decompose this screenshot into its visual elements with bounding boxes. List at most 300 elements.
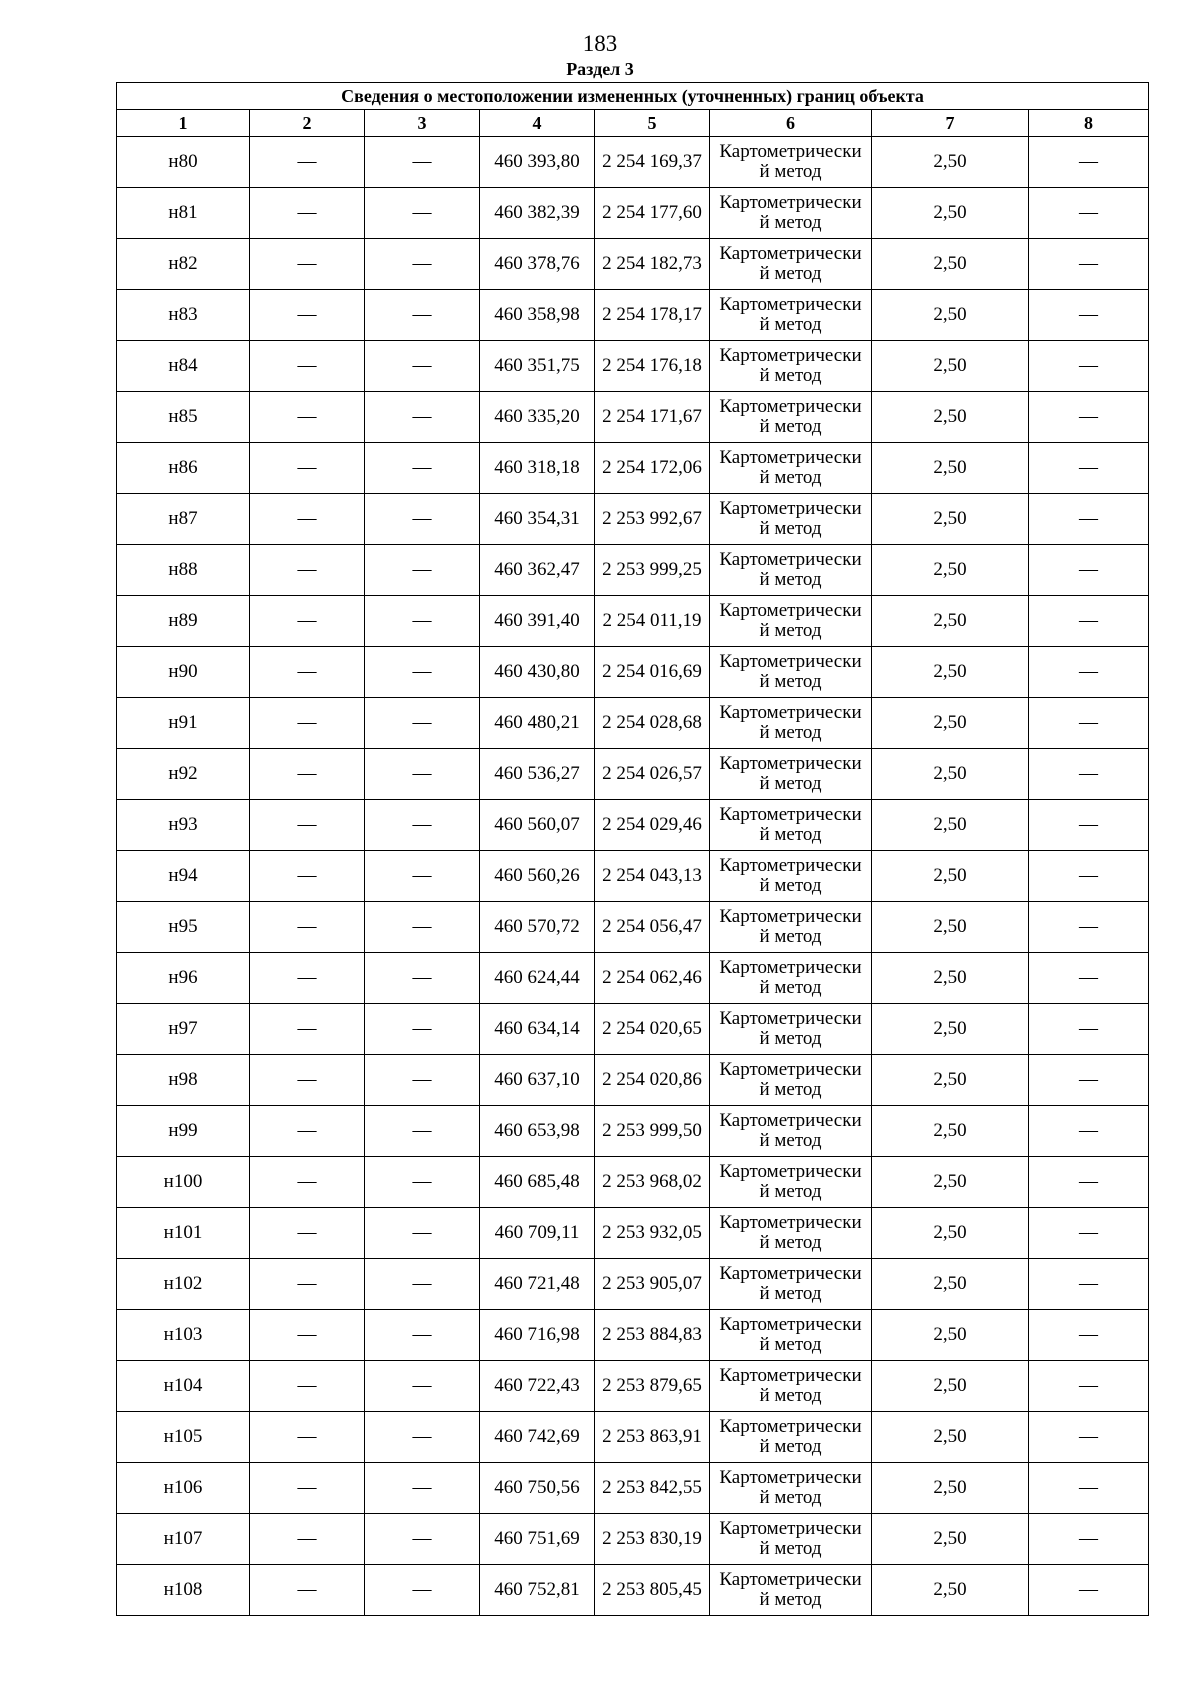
column-2-value: — (250, 290, 365, 341)
accuracy-value: 2,50 (872, 1055, 1029, 1106)
column-2-value: — (250, 1157, 365, 1208)
column-8-value: — (1029, 800, 1149, 851)
column-8-value: — (1029, 545, 1149, 596)
point-label: н94 (117, 851, 250, 902)
y-coordinate: 2 254 020,65 (595, 1004, 710, 1055)
point-label: н83 (117, 290, 250, 341)
x-coordinate: 460 722,43 (480, 1361, 595, 1412)
method-cell (710, 647, 872, 698)
table-row (117, 494, 1149, 545)
column-3-value: — (365, 1310, 480, 1361)
table-row (117, 698, 1149, 749)
column-8-value: — (1029, 1208, 1149, 1259)
table-row (117, 341, 1149, 392)
y-coordinate: 2 253 999,50 (595, 1106, 710, 1157)
method-cell (710, 1514, 872, 1565)
x-coordinate: 460 358,98 (480, 290, 595, 341)
column-8-value: — (1029, 749, 1149, 800)
table-row (117, 1514, 1149, 1565)
method-cell (710, 392, 872, 443)
accuracy-value: 2,50 (872, 596, 1029, 647)
column-3-value: — (365, 596, 480, 647)
column-8-value: — (1029, 494, 1149, 545)
method-line-1: Картометрически (719, 1110, 862, 1131)
column-3-value: — (365, 953, 480, 1004)
x-coordinate: 460 634,14 (480, 1004, 595, 1055)
point-label: н85 (117, 392, 250, 443)
accuracy-value: 2,50 (872, 953, 1029, 1004)
page-number: 183 (582, 31, 618, 56)
column-8-value: — (1029, 1106, 1149, 1157)
point-label: н93 (117, 800, 250, 851)
method-line-2: й метод (759, 365, 822, 386)
method-cell (710, 290, 872, 341)
method-line-2: й метод (759, 1181, 822, 1202)
method-line-2: й метод (759, 314, 822, 335)
y-coordinate: 2 254 043,13 (595, 851, 710, 902)
method-cell (710, 1259, 872, 1310)
y-coordinate: 2 254 020,86 (595, 1055, 710, 1106)
accuracy-value: 2,50 (872, 647, 1029, 698)
accuracy-value: 2,50 (872, 1259, 1029, 1310)
method-cell (710, 596, 872, 647)
method-line-1: Картометрически (719, 1263, 862, 1284)
accuracy-value: 2,50 (872, 392, 1029, 443)
x-coordinate: 460 391,40 (480, 596, 595, 647)
table-row (117, 290, 1149, 341)
method-cell (710, 1055, 872, 1106)
table-row (117, 1463, 1149, 1514)
column-8-value: — (1029, 392, 1149, 443)
column-3-value: — (365, 1106, 480, 1157)
column-number: 1 (117, 110, 250, 137)
method-line-1: Картометрически (719, 1008, 862, 1029)
column-number: 5 (595, 110, 710, 137)
table-row (117, 137, 1149, 188)
table-row (117, 1157, 1149, 1208)
point-label: н89 (117, 596, 250, 647)
method-line-2: й метод (759, 1334, 822, 1355)
y-coordinate: 2 254 029,46 (595, 800, 710, 851)
x-coordinate: 460 685,48 (480, 1157, 595, 1208)
table-row (117, 1208, 1149, 1259)
method-cell (710, 1361, 872, 1412)
method-line-1: Картометрически (719, 396, 862, 417)
method-cell (710, 1310, 872, 1361)
table-row (117, 647, 1149, 698)
method-line-1: Картометрически (719, 243, 862, 264)
accuracy-value: 2,50 (872, 1412, 1029, 1463)
column-number: 2 (250, 110, 365, 137)
accuracy-value: 2,50 (872, 1106, 1029, 1157)
y-coordinate: 2 253 830,19 (595, 1514, 710, 1565)
method-cell (710, 851, 872, 902)
table-body (117, 137, 1149, 1616)
method-line-1: Картометрически (719, 1161, 862, 1182)
column-3-value: — (365, 392, 480, 443)
point-label: н105 (117, 1412, 250, 1463)
accuracy-value: 2,50 (872, 1463, 1029, 1514)
x-coordinate: 460 742,69 (480, 1412, 595, 1463)
method-line-2: й метод (759, 1538, 822, 1559)
y-coordinate: 2 254 172,06 (595, 443, 710, 494)
column-3-value: — (365, 443, 480, 494)
method-line-2: й метод (759, 1130, 822, 1151)
point-label: н92 (117, 749, 250, 800)
column-3-value: — (365, 851, 480, 902)
y-coordinate: 2 254 171,67 (595, 392, 710, 443)
method-cell (710, 1463, 872, 1514)
column-2-value: — (250, 1259, 365, 1310)
column-number-row (117, 110, 1149, 137)
column-8-value: — (1029, 1157, 1149, 1208)
x-coordinate: 460 536,27 (480, 749, 595, 800)
accuracy-value: 2,50 (872, 290, 1029, 341)
column-3-value: — (365, 1004, 480, 1055)
column-3-value: — (365, 1361, 480, 1412)
column-3-value: — (365, 545, 480, 596)
method-line-2: й метод (759, 416, 822, 437)
method-line-1: Картометрически (719, 498, 862, 519)
point-label: н91 (117, 698, 250, 749)
column-8-value: — (1029, 1259, 1149, 1310)
table-row (117, 392, 1149, 443)
column-3-value: — (365, 137, 480, 188)
column-number: 3 (365, 110, 480, 137)
y-coordinate: 2 254 056,47 (595, 902, 710, 953)
column-3-value: — (365, 494, 480, 545)
column-number: 8 (1029, 110, 1149, 137)
method-line-1: Картометрически (719, 447, 862, 468)
table-row (117, 1055, 1149, 1106)
column-8-value: — (1029, 290, 1149, 341)
column-8-value: — (1029, 1463, 1149, 1514)
method-cell (710, 545, 872, 596)
column-3-value: — (365, 800, 480, 851)
x-coordinate: 460 624,44 (480, 953, 595, 1004)
point-label: н80 (117, 137, 250, 188)
method-cell (710, 137, 872, 188)
table-row (117, 1106, 1149, 1157)
method-line-1: Картометрически (719, 192, 862, 213)
method-cell (710, 341, 872, 392)
column-3-value: — (365, 290, 480, 341)
method-cell (710, 1412, 872, 1463)
point-label: н97 (117, 1004, 250, 1055)
point-label: н98 (117, 1055, 250, 1106)
column-2-value: — (250, 953, 365, 1004)
x-coordinate: 460 570,72 (480, 902, 595, 953)
point-label: н108 (117, 1565, 250, 1616)
method-line-2: й метод (759, 977, 822, 998)
column-2-value: — (250, 341, 365, 392)
method-line-2: й метод (759, 1589, 822, 1610)
method-line-2: й метод (759, 722, 822, 743)
accuracy-value: 2,50 (872, 800, 1029, 851)
method-line-1: Картометрически (719, 1518, 862, 1539)
x-coordinate: 460 351,75 (480, 341, 595, 392)
method-line-1: Картометрически (719, 345, 862, 366)
x-coordinate: 460 752,81 (480, 1565, 595, 1616)
method-line-2: й метод (759, 1487, 822, 1508)
point-label: н99 (117, 1106, 250, 1157)
column-2-value: — (250, 596, 365, 647)
column-2-value: — (250, 851, 365, 902)
column-8-value: — (1029, 1565, 1149, 1616)
y-coordinate: 2 253 968,02 (595, 1157, 710, 1208)
column-8-value: — (1029, 851, 1149, 902)
method-line-1: Картометрически (719, 600, 862, 621)
column-2-value: — (250, 698, 365, 749)
accuracy-value: 2,50 (872, 851, 1029, 902)
method-line-2: й метод (759, 1079, 822, 1100)
accuracy-value: 2,50 (872, 545, 1029, 596)
y-coordinate: 2 254 178,17 (595, 290, 710, 341)
point-label: н107 (117, 1514, 250, 1565)
x-coordinate: 460 354,31 (480, 494, 595, 545)
method-cell (710, 953, 872, 1004)
accuracy-value: 2,50 (872, 341, 1029, 392)
column-3-value: — (365, 698, 480, 749)
accuracy-value: 2,50 (872, 902, 1029, 953)
table-row (117, 800, 1149, 851)
accuracy-value: 2,50 (872, 443, 1029, 494)
method-cell (710, 1208, 872, 1259)
method-line-2: й метод (759, 1232, 822, 1253)
accuracy-value: 2,50 (872, 698, 1029, 749)
table-row (117, 188, 1149, 239)
column-8-value: — (1029, 1361, 1149, 1412)
y-coordinate: 2 253 884,83 (595, 1310, 710, 1361)
x-coordinate: 460 382,39 (480, 188, 595, 239)
table-row (117, 749, 1149, 800)
column-8-value: — (1029, 239, 1149, 290)
point-label: н90 (117, 647, 250, 698)
accuracy-value: 2,50 (872, 1310, 1029, 1361)
y-coordinate: 2 254 011,19 (595, 596, 710, 647)
x-coordinate: 460 362,47 (480, 545, 595, 596)
table-caption: Сведения о местоположении измененных (уточненных) границ объекта (117, 83, 1149, 110)
method-line-1: Картометрически (719, 1212, 862, 1233)
x-coordinate: 460 721,48 (480, 1259, 595, 1310)
method-line-2: й метод (759, 773, 822, 794)
table-row (117, 851, 1149, 902)
point-label: н95 (117, 902, 250, 953)
column-2-value: — (250, 800, 365, 851)
method-line-1: Картометрически (719, 294, 862, 315)
method-line-1: Картометрически (719, 1365, 862, 1386)
table-row (117, 545, 1149, 596)
column-2-value: — (250, 1106, 365, 1157)
method-line-2: й метод (759, 875, 822, 896)
point-label: н86 (117, 443, 250, 494)
column-3-value: — (365, 341, 480, 392)
x-coordinate: 460 430,80 (480, 647, 595, 698)
column-number: 7 (872, 110, 1029, 137)
x-coordinate: 460 653,98 (480, 1106, 595, 1157)
y-coordinate: 2 254 182,73 (595, 239, 710, 290)
point-label: н84 (117, 341, 250, 392)
method-cell (710, 494, 872, 545)
accuracy-value: 2,50 (872, 494, 1029, 545)
column-2-value: — (250, 443, 365, 494)
table-row (117, 1412, 1149, 1463)
table-row (117, 239, 1149, 290)
y-coordinate: 2 253 999,25 (595, 545, 710, 596)
x-coordinate: 460 716,98 (480, 1310, 595, 1361)
point-label: н101 (117, 1208, 250, 1259)
column-3-value: — (365, 1055, 480, 1106)
column-2-value: — (250, 239, 365, 290)
accuracy-value: 2,50 (872, 1514, 1029, 1565)
y-coordinate: 2 254 177,60 (595, 188, 710, 239)
column-2-value: — (250, 1463, 365, 1514)
column-8-value: — (1029, 647, 1149, 698)
method-line-2: й метод (759, 263, 822, 284)
method-line-2: й метод (759, 1436, 822, 1457)
accuracy-value: 2,50 (872, 239, 1029, 290)
point-label: н81 (117, 188, 250, 239)
column-2-value: — (250, 545, 365, 596)
column-2-value: — (250, 494, 365, 545)
method-cell (710, 443, 872, 494)
column-3-value: — (365, 188, 480, 239)
column-8-value: — (1029, 1412, 1149, 1463)
accuracy-value: 2,50 (872, 188, 1029, 239)
column-2-value: — (250, 749, 365, 800)
table-row (117, 953, 1149, 1004)
method-line-1: Картометрически (719, 1416, 862, 1437)
method-cell (710, 1157, 872, 1208)
table-row (117, 902, 1149, 953)
column-8-value: — (1029, 1310, 1149, 1361)
table-row (117, 1565, 1149, 1616)
column-2-value: — (250, 1055, 365, 1106)
point-label: н88 (117, 545, 250, 596)
point-label: н103 (117, 1310, 250, 1361)
column-2-value: — (250, 188, 365, 239)
method-line-2: й метод (759, 1385, 822, 1406)
point-label: н106 (117, 1463, 250, 1514)
method-line-2: й метод (759, 212, 822, 233)
y-coordinate: 2 254 169,37 (595, 137, 710, 188)
x-coordinate: 460 378,76 (480, 239, 595, 290)
column-3-value: — (365, 1463, 480, 1514)
method-line-1: Картометрически (719, 549, 862, 570)
x-coordinate: 460 393,80 (480, 137, 595, 188)
column-3-value: — (365, 1565, 480, 1616)
method-cell (710, 1004, 872, 1055)
point-label: н96 (117, 953, 250, 1004)
accuracy-value: 2,50 (872, 1004, 1029, 1055)
y-coordinate: 2 253 932,05 (595, 1208, 710, 1259)
method-cell (710, 698, 872, 749)
method-line-1: Картометрически (719, 1569, 862, 1590)
accuracy-value: 2,50 (872, 1157, 1029, 1208)
method-line-2: й метод (759, 1283, 822, 1304)
point-label: н104 (117, 1361, 250, 1412)
column-3-value: — (365, 1157, 480, 1208)
y-coordinate: 2 253 879,65 (595, 1361, 710, 1412)
coordinates-table (116, 82, 1149, 1616)
point-label: н87 (117, 494, 250, 545)
table-row (117, 1310, 1149, 1361)
method-line-2: й метод (759, 620, 822, 641)
x-coordinate: 460 318,18 (480, 443, 595, 494)
column-8-value: — (1029, 443, 1149, 494)
y-coordinate: 2 254 028,68 (595, 698, 710, 749)
method-cell (710, 800, 872, 851)
table-row (117, 1361, 1149, 1412)
section-title: Раздел 3 (566, 59, 634, 79)
x-coordinate: 460 480,21 (480, 698, 595, 749)
method-line-2: й метод (759, 824, 822, 845)
method-line-2: й метод (759, 467, 822, 488)
x-coordinate: 460 560,26 (480, 851, 595, 902)
column-2-value: — (250, 1208, 365, 1259)
accuracy-value: 2,50 (872, 1361, 1029, 1412)
column-8-value: — (1029, 902, 1149, 953)
y-coordinate: 2 253 863,91 (595, 1412, 710, 1463)
method-line-2: й метод (759, 671, 822, 692)
accuracy-value: 2,50 (872, 137, 1029, 188)
method-line-2: й метод (759, 518, 822, 539)
column-8-value: — (1029, 137, 1149, 188)
method-line-1: Картометрически (719, 651, 862, 672)
method-line-1: Картометрически (719, 753, 862, 774)
column-2-value: — (250, 392, 365, 443)
table-row (117, 596, 1149, 647)
column-8-value: — (1029, 953, 1149, 1004)
column-2-value: — (250, 1514, 365, 1565)
accuracy-value: 2,50 (872, 1565, 1029, 1616)
accuracy-value: 2,50 (872, 1208, 1029, 1259)
y-coordinate: 2 254 176,18 (595, 341, 710, 392)
column-2-value: — (250, 137, 365, 188)
y-coordinate: 2 253 805,45 (595, 1565, 710, 1616)
method-cell (710, 239, 872, 290)
column-3-value: — (365, 1208, 480, 1259)
column-3-value: — (365, 1259, 480, 1310)
method-line-2: й метод (759, 926, 822, 947)
point-label: н82 (117, 239, 250, 290)
column-3-value: — (365, 1412, 480, 1463)
column-2-value: — (250, 1565, 365, 1616)
point-label: н102 (117, 1259, 250, 1310)
y-coordinate: 2 254 062,46 (595, 953, 710, 1004)
column-8-value: — (1029, 1055, 1149, 1106)
y-coordinate: 2 254 026,57 (595, 749, 710, 800)
x-coordinate: 460 335,20 (480, 392, 595, 443)
x-coordinate: 460 560,07 (480, 800, 595, 851)
column-number: 6 (710, 110, 872, 137)
column-2-value: — (250, 902, 365, 953)
column-8-value: — (1029, 596, 1149, 647)
method-line-1: Картометрически (719, 702, 862, 723)
column-2-value: — (250, 1412, 365, 1463)
method-cell (710, 188, 872, 239)
x-coordinate: 460 709,11 (480, 1208, 595, 1259)
accuracy-value: 2,50 (872, 749, 1029, 800)
column-8-value: — (1029, 188, 1149, 239)
method-cell (710, 1565, 872, 1616)
column-8-value: — (1029, 1004, 1149, 1055)
method-line-1: Картометрически (719, 1467, 862, 1488)
column-2-value: — (250, 1310, 365, 1361)
table-row (117, 1259, 1149, 1310)
method-line-1: Картометрически (719, 957, 862, 978)
y-coordinate: 2 253 842,55 (595, 1463, 710, 1514)
